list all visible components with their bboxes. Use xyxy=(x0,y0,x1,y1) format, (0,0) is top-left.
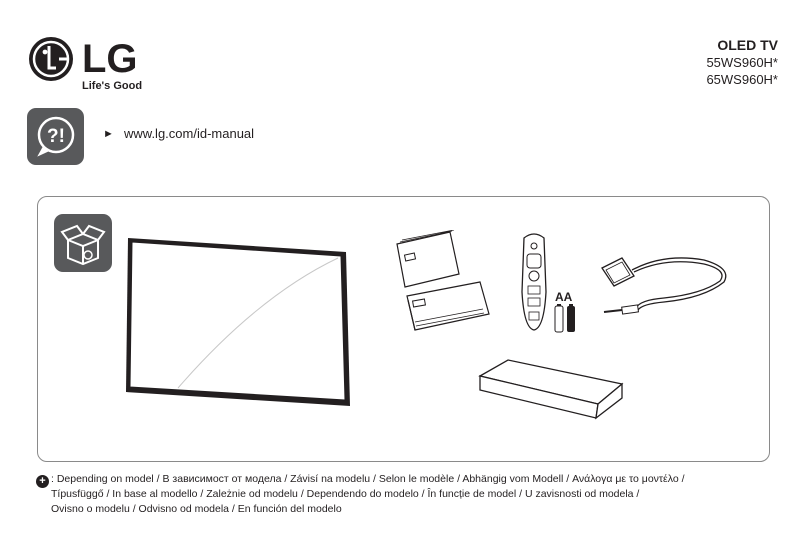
model-number: 65WS960H* xyxy=(706,72,778,87)
footnote-line: Ovisno o modelu / Odvisno od modela / En función del modelo xyxy=(51,503,342,515)
lg-logo xyxy=(28,36,178,96)
plus-icon: + xyxy=(36,475,49,488)
brand-slogan: Life's Good xyxy=(82,80,143,92)
magic-remote-icon xyxy=(516,232,552,334)
rs232-cable-icon xyxy=(594,248,734,328)
model-number: 55WS960H* xyxy=(706,55,778,70)
user-manuals-icon xyxy=(395,230,495,335)
soundbar-icon xyxy=(472,356,628,422)
manual-url-link[interactable]: www.lg.com/id-manual xyxy=(124,126,255,141)
brand-name: LG xyxy=(82,37,138,81)
svg-text:?!: ?! xyxy=(47,126,65,147)
open-box-icon xyxy=(54,214,112,272)
battery-label: AA xyxy=(555,290,573,304)
help-chat-icon xyxy=(27,108,84,165)
lg-face-icon xyxy=(28,36,74,82)
model-title: OLED TV xyxy=(717,37,778,53)
oled-tv-icon xyxy=(118,236,358,412)
footnote-line: : Depending on model / В зависимост от модела / Závisí na modelu / Selon le modèle / Abhängig vom Modell / Ανάλογα με το μοντέλο / xyxy=(51,473,685,485)
model-info xyxy=(706,36,778,88)
arrow-icon: ► xyxy=(103,128,114,140)
aa-batteries-icon xyxy=(553,304,579,334)
footnote-line: Típusfüggő / In base al modello / Zależnie od modelu / Dependendo do modelo / În funcție de model / U zavisnosti od modela / xyxy=(51,488,640,500)
